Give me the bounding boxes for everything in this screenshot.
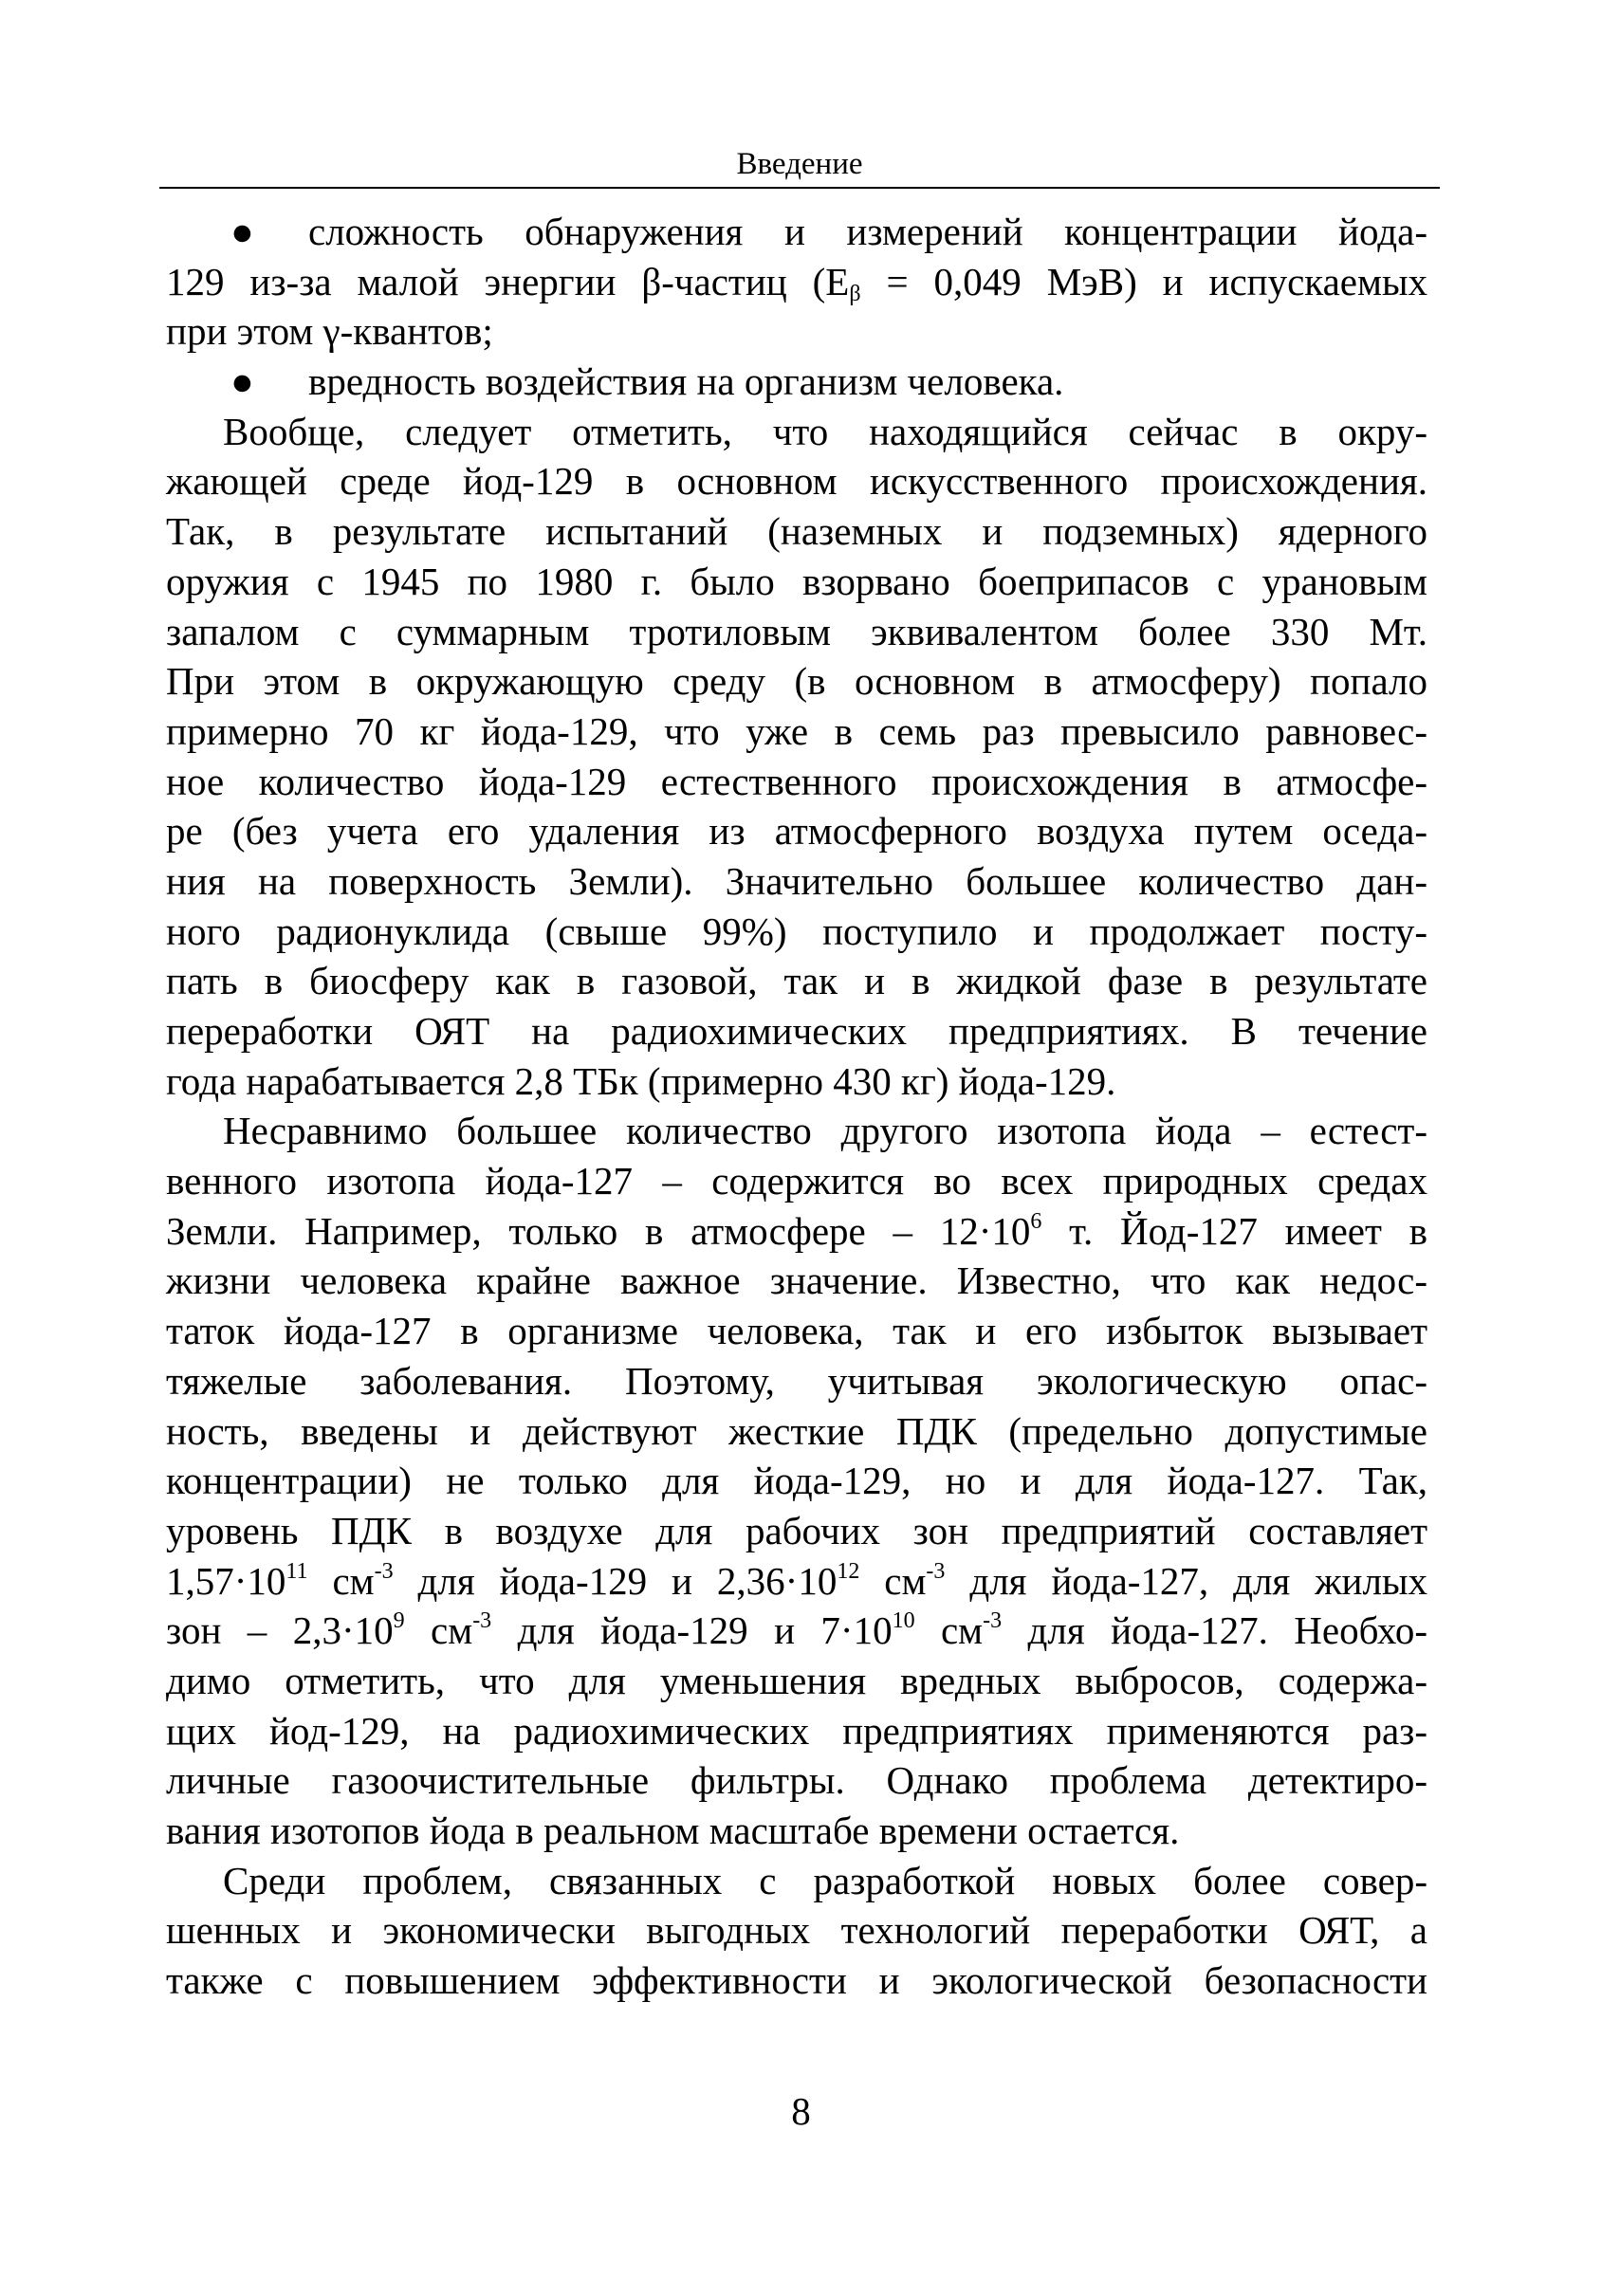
text-line: ре (без учета его удаления из атмосферного воздуха путем оседа- [166,809,1427,854]
text-line: также с повышением эффективности и экологической безопасности [166,1958,1427,2003]
text-line: щих йод-129, на радиохимических предприятиях применяются раз- [166,1708,1427,1753]
text-line: венного изотопа йода-127 – содержится во всех природных средах [166,1159,1427,1203]
text-line: личные газоочистительные фильтры. Однако проблема детектиро- [166,1758,1427,1803]
text-line: Так, в результате испытаний (наземных и подземных) ядерного [166,509,1427,554]
running-header: Введение [736,147,863,181]
text-line: таток йода-127 в организме человека, так и его избыток вызывает [166,1309,1427,1353]
text-line: концентрации) не только для йода-129, но и для йода-127. Так, [166,1459,1427,1503]
text-line: ● вредность воздействия на организм человека. [166,357,1427,407]
bullet-item [166,207,1427,357]
bullet-icon: ● [230,210,254,253]
text-line: $1,57\cdot 10^{11}$ $см^{-3}$ для йода-129 и $2,36\cdot 10^{12}$ $см^{-3}$ для йода-127, для жилых [166,1558,1427,1603]
paragraph [166,1856,1427,2006]
text-line: при этом γ-квантов; [166,309,493,354]
text-line: запалом с суммарным тротиловым эквивалентом более 330 Мт. [166,609,1427,653]
text-line: Несравнимо большее количество другого изотопа йода – естест- [223,1109,1427,1153]
text-line: зон – $2,3\cdot 10^9$ $см^{-3}$ для йода-129 и $7\cdot 10^{10}$ $см^{-3}$ для йода-127. Необхо- [166,1608,1427,1653]
text-line: жизни человека крайне важное значение. Известно, что как недос- [166,1258,1427,1303]
bullet-item [166,357,1427,407]
text-line: жающей среде йод-129 в основном искусственного происхождения. [166,459,1427,504]
text-line: пать в биосферу как в газовой, так и в жидкой фазе в результате [166,959,1427,1003]
text-line: ● сложность обнаружения и измерений концентрации йода- [166,207,1427,257]
text-line: года нарабатывается 2,8 ТБк (примерно 430 кг) йода-129. [166,1058,1116,1103]
text-line: переработки ОЯТ на радиохимических предприятиях. В течение [166,1009,1427,1053]
text-line: 129 из-за малой энергии β-частиц ($E_\beta = 0,049$ МэВ) и испускаемых [166,259,1427,306]
bullet-icon: ● [230,359,254,404]
text-line: ного радионуклида (свыше 99%) поступило и продолжает посту- [166,909,1427,953]
text-line: ное количество йода-129 естественного происхождения в атмосфе- [166,759,1427,803]
text-line: шенных и экономически выгодных технологий переработки ОЯТ, а [166,1908,1427,1953]
paragraph [166,1106,1427,1855]
text-line: оружия с 1945 по 1980 г. было взорвано боеприпасов с урановым [166,559,1427,603]
page-number: 8 [791,2089,811,2133]
text-line: вания изотопов йода в реальном масштабе времени остается. [166,1809,1180,1852]
text-line: Вообще, следует отметить, что находящийся сейчас в окру- [223,409,1427,453]
text-line: При этом в окружающую среду (в основном в атмосферу) попало [166,659,1427,704]
text-line: Земли. Например, только в атмосфере – $12\cdot 10^6$ т. Йод-127 имеет в [166,1208,1427,1253]
text-line: Среди проблем, связанных с разработкой новых более совер- [223,1858,1427,1902]
header-rule [159,187,1440,189]
text-line: ния на поверхность Земли). Значительно большее количество дан- [166,858,1427,903]
text-line: димо отметить, что для уменьшения вредных выбросов, содержа- [166,1658,1427,1702]
text-line: ность, введены и действуют жесткие ПДК (предельно допустимые [166,1408,1427,1453]
text-line: тяжелые заболевания. Поэтому, учитывая экологическую опас- [166,1358,1427,1403]
paragraph [166,407,1427,1107]
page-body [166,207,1427,2006]
text-line: примерно 70 кг йода-129, что уже в семь раз превысило равновес- [166,708,1427,753]
text-line: уровень ПДК в воздухе для рабочих зон предприятий составляет [166,1508,1427,1552]
